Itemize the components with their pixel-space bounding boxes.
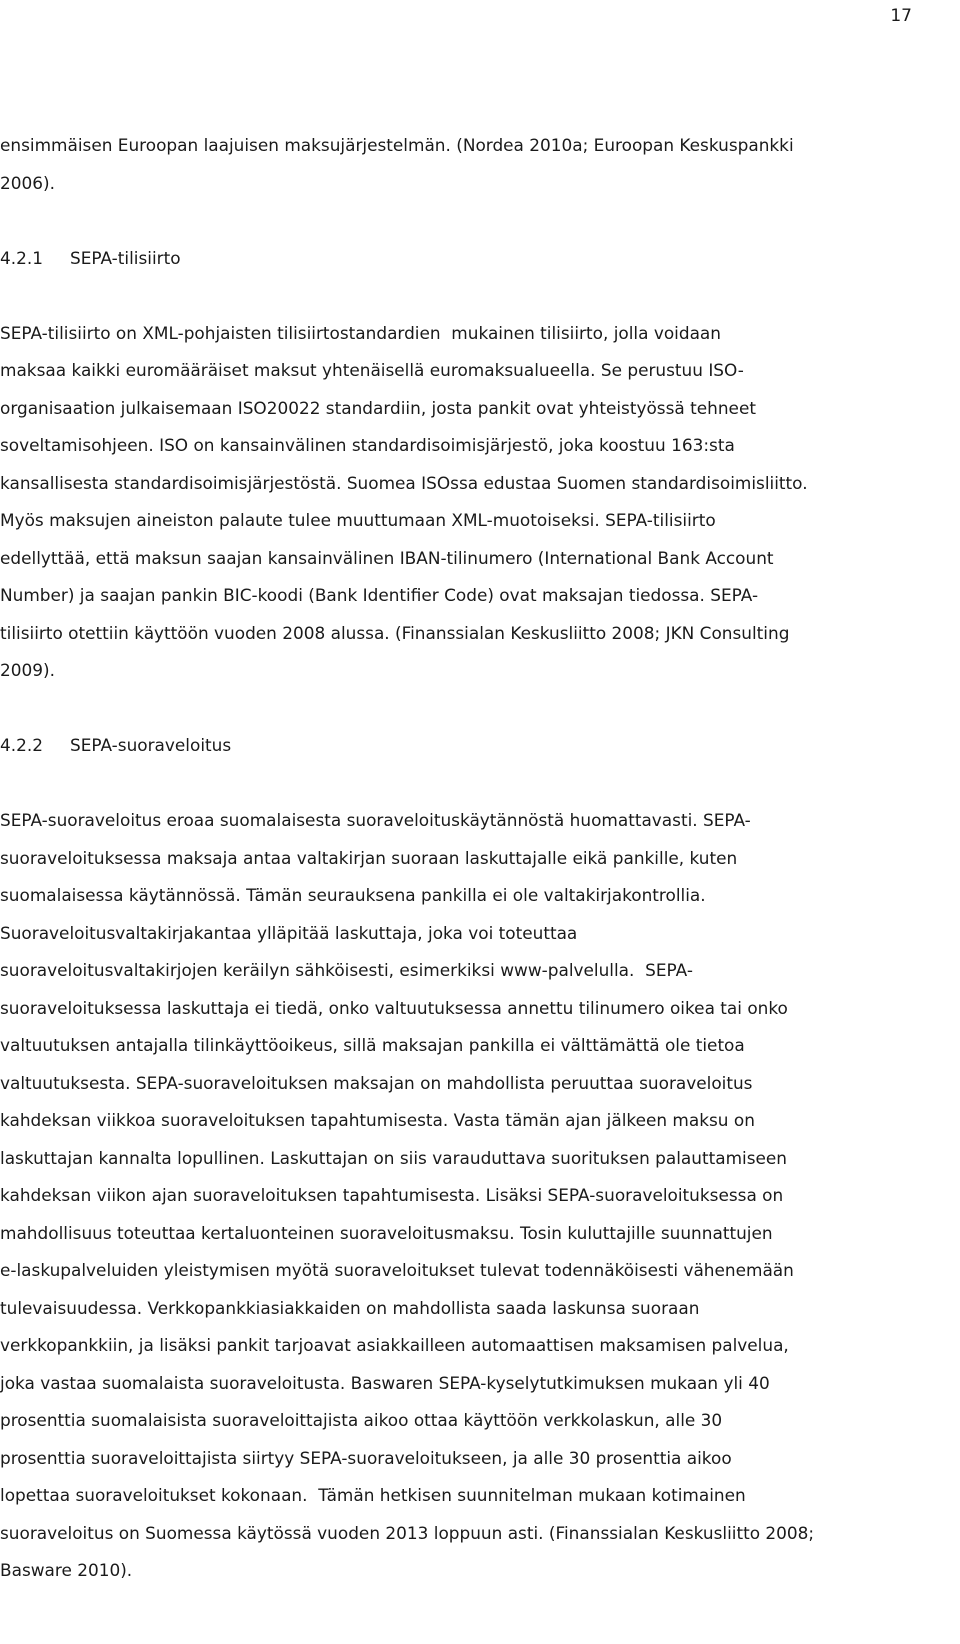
text-line: valtuutuksen antajalla tilinkäyttöoikeus, sillä maksajan pankilla ei välttämättä ole tietoa — [0, 1035, 745, 1055]
text-line: prosenttia suomalaisista suoraveloittajista aikoo ottaa käyttöön verkkolaskun, alle 30 — [0, 1410, 723, 1430]
text-line: suoraveloitus on Suomessa käytössä vuoden 2013 loppuun asti. (Finanssialan Keskusliitto 2008; — [0, 1522, 815, 1543]
text-line: suomalaisessa käytännössä. Tämän seurauksena pankilla ei ole valtakirjakontrollia. — [0, 885, 706, 905]
text-line: tilisiirto otettiin käyttöön vuoden 2008 alussa. (Finanssialan Keskusliitto 2008; JKN Consulting — [0, 622, 790, 643]
section-heading-4-2-1 — [0, 240, 940, 278]
section-number: 4.2.1 — [0, 247, 43, 268]
section-4-2-2-paragraph — [0, 802, 940, 1590]
text-line: e-laskupalveluiden yleistymisen myötä suoraveloitukset tulevat todennäköisesti vähenemään — [0, 1260, 794, 1280]
text-line: kansallisesta standardisoimisjärjestöstä. Suomea ISOssa edustaa Suomen standardisoimisliitto. — [0, 472, 808, 493]
text-line: Basware 2010). — [0, 1560, 133, 1580]
text-line: edellyttää, että maksun saajan kansainvälinen IBAN-tilinumero (International Bank Account — [0, 547, 774, 568]
section-heading-4-2-2 — [0, 727, 940, 765]
text-line: verkkopankkiin, ja lisäksi pankit tarjoavat asiakkailleen automaattisen maksamisen palvelua, — [0, 1335, 789, 1355]
intro-paragraph — [0, 127, 940, 202]
text-line: joka vastaa suomalaista suoraveloitusta. Baswaren SEPA-kyselytutkimuksen mukaan yli 40 — [0, 1372, 770, 1393]
section-title: SEPA-suoraveloitus — [70, 735, 232, 755]
text-line: suoraveloitusvaltakirjojen keräilyn sähköisesti, esimerkiksi www-palvelulla. SEPA- — [0, 960, 693, 980]
text-line: ensimmäisen Euroopan laajuisen maksujärjestelmän. (Nordea 2010a; Euroopan Keskuspankki — [0, 135, 794, 155]
section-title: SEPA-tilisiirto — [70, 247, 181, 268]
section-number: 4.2.2 — [0, 735, 43, 755]
text-line: kahdeksan viikon ajan suoraveloituksen tapahtumisesta. Lisäksi SEPA-suoraveloituksessa on — [0, 1185, 784, 1205]
text-line: Suoraveloitusvaltakirjakantaa ylläpitää laskuttaja, joka voi toteuttaa — [0, 922, 578, 943]
text-line: 2009). — [0, 660, 55, 680]
section-4-2-1-paragraph — [0, 315, 940, 690]
text-line: maksaa kaikki euromääräiset maksut yhtenäisellä euromaksualueella. Se perustuu ISO- — [0, 360, 744, 380]
text-line: suoraveloituksessa maksaja antaa valtakirjan suoraan laskuttajalle eikä pankille, kuten — [0, 847, 738, 868]
text-line: prosenttia suoraveloittajista siirtyy SEPA-suoraveloitukseen, ja alle 30 prosenttia aikoo — [0, 1447, 732, 1468]
text-line: tulevaisuudessa. Verkkopankkiasiakkaiden on mahdollista saada laskunsa suoraan — [0, 1297, 700, 1318]
text-line: valtuutuksesta. SEPA-suoraveloituksen maksajan on mahdollista peruuttaa suoraveloitus — [0, 1072, 753, 1093]
text-line: mahdollisuus toteuttaa kertaluonteinen suoraveloitusmaksu. Tosin kuluttajille suunnattujen — [0, 1222, 773, 1243]
text-line: kahdeksan viikkoa suoraveloituksen tapahtumisesta. Vasta tämän ajan jälkeen maksu on — [0, 1110, 755, 1130]
text-line: SEPA-suoraveloitus eroaa suomalaisesta suoraveloituskäytännöstä huomattavasti. SEPA- — [0, 810, 751, 830]
document-body — [0, 127, 940, 1590]
text-line: Number) ja saajan pankin BIC-koodi (Bank Identifier Code) ovat maksajan tiedossa. SEPA- — [0, 585, 759, 605]
page-number: 17 — [890, 6, 912, 26]
text-line: soveltamisohjeen. ISO on kansainvälinen standardisoimisjärjestö, joka koostuu 163:sta — [0, 435, 735, 455]
text-line: Myös maksujen aineiston palaute tulee muuttumaan XML-muotoiseksi. SEPA-tilisiirto — [0, 510, 716, 530]
text-line: suoraveloituksessa laskuttaja ei tiedä, onko valtuutuksessa annettu tilinumero oikea tai onko — [0, 997, 788, 1018]
text-line: organisaation julkaisemaan ISO20022 standardiin, josta pankit ovat yhteistyössä tehneet — [0, 397, 756, 418]
text-line: laskuttajan kannalta lopullinen. Laskuttajan on siis varauduttava suorituksen palauttamiseen — [0, 1147, 788, 1168]
text-line: lopettaa suoraveloitukset kokonaan. Tämän hetkisen suunnitelman mukaan kotimainen — [0, 1485, 746, 1505]
text-line: SEPA-tilisiirto on XML-pohjaisten tilisiirtostandardien mukainen tilisiirto, jolla voidaan — [0, 322, 721, 343]
text-line: 2006). — [0, 172, 55, 193]
